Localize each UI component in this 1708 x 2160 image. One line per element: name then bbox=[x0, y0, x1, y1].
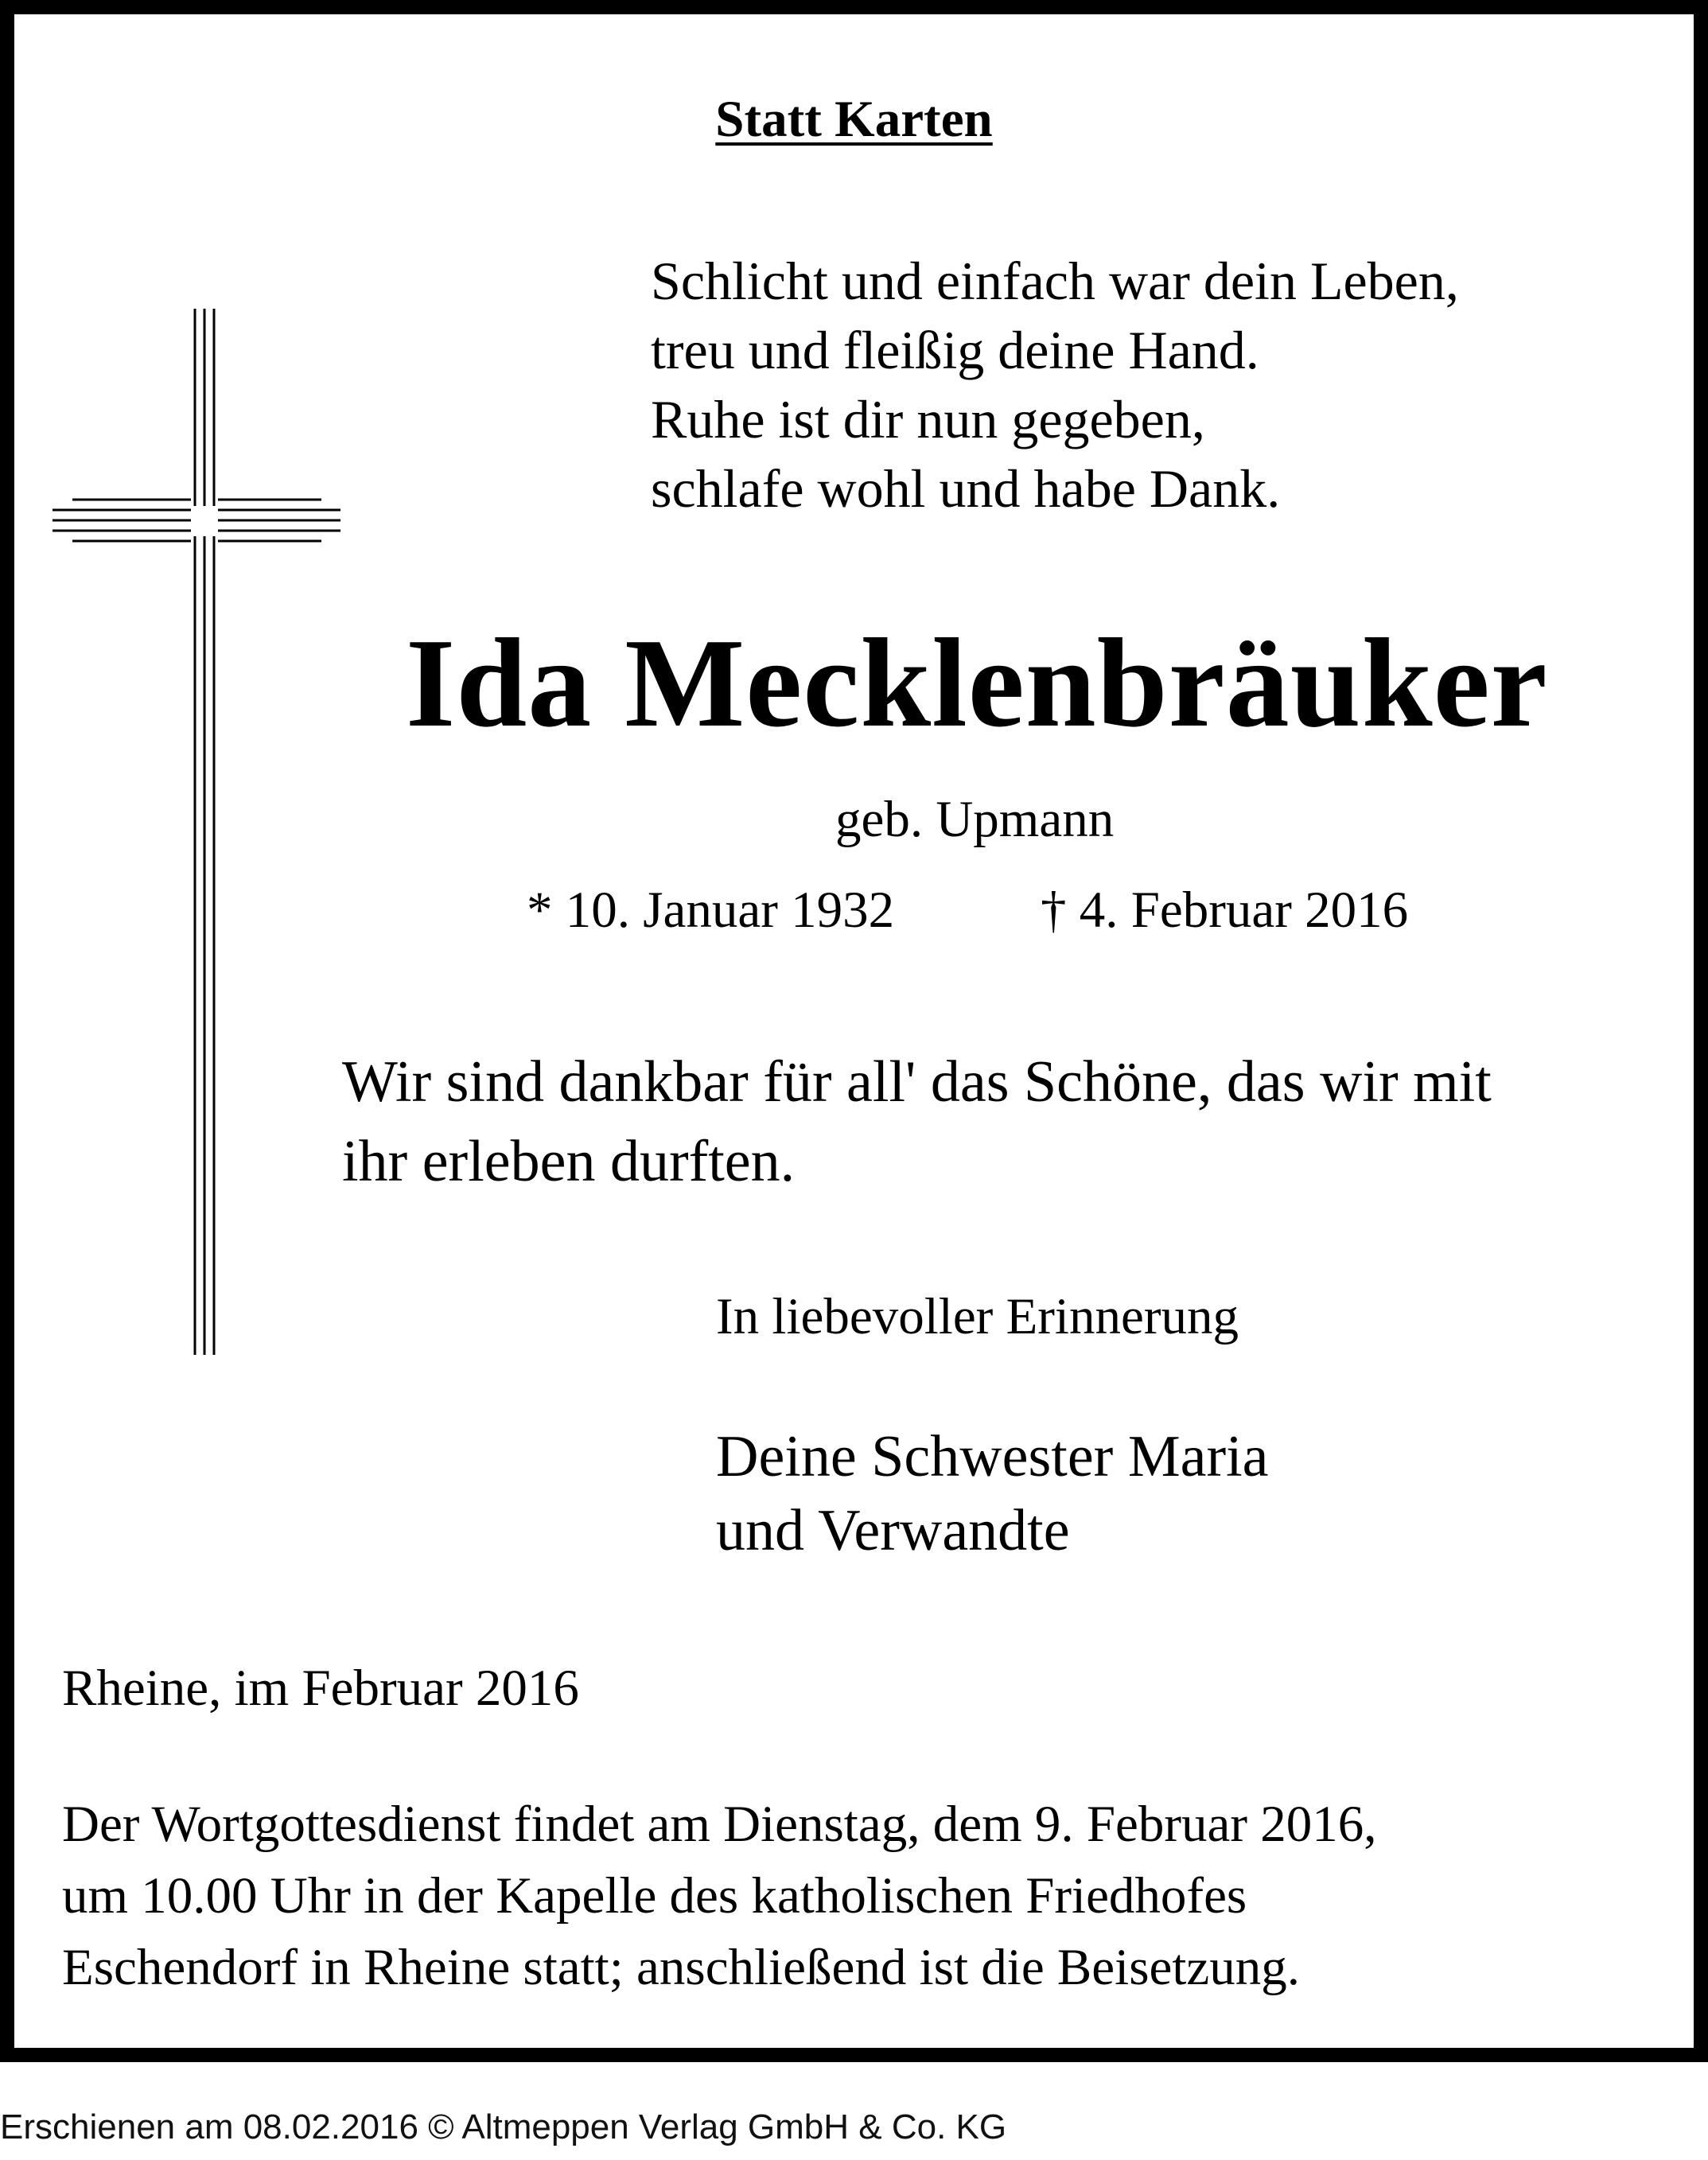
service-line: Der Wortgottesdienst findet am Dienstag, dem 9. Februar 2016, bbox=[62, 1796, 1377, 1853]
cross-icon bbox=[53, 309, 340, 1355]
thanks-line: Wir sind dankbar für all' das Schöne, das wir mit bbox=[342, 1049, 1492, 1115]
place-date: Rheine, im Februar 2016 bbox=[62, 1660, 579, 1717]
publication-footer: Erschienen am 08.02.2016 © Altmeppen Verlag GmbH & Co. KG bbox=[0, 2107, 1007, 2146]
statt-karten-heading: Statt Karten bbox=[715, 91, 993, 148]
birth-date: * 10. Januar 1932 bbox=[527, 882, 895, 939]
poem bbox=[651, 247, 1459, 523]
thanks-text bbox=[342, 1042, 1492, 1201]
signer-line: Deine Schwester Maria bbox=[716, 1424, 1269, 1489]
deceased-name: Ida Mecklenbräuker bbox=[406, 612, 1548, 753]
poem-line: schlafe wohl und habe Dank. bbox=[651, 458, 1281, 519]
poem-line: treu und fleißig deine Hand. bbox=[651, 320, 1259, 380]
maiden-name: geb. Upmann bbox=[835, 791, 1115, 848]
memory-phrase: In liebevoller Erinnerung bbox=[716, 1288, 1239, 1345]
thanks-line: ihr erleben durften. bbox=[342, 1129, 796, 1194]
signers bbox=[716, 1420, 1269, 1568]
death-date: † 4. Februar 2016 bbox=[1041, 882, 1409, 939]
poem-line: Schlicht und einfach war dein Leben, bbox=[651, 251, 1459, 311]
service-info bbox=[62, 1788, 1377, 2003]
service-line: um 10.00 Uhr in der Kapelle des katholischen Friedhofes bbox=[62, 1867, 1247, 1925]
service-line: Eschendorf in Rheine statt; anschließend ist die Beisetzung. bbox=[62, 1939, 1301, 1996]
poem-line: Ruhe ist dir nun gegeben, bbox=[651, 389, 1205, 450]
signer-line: und Verwandte bbox=[716, 1498, 1070, 1563]
